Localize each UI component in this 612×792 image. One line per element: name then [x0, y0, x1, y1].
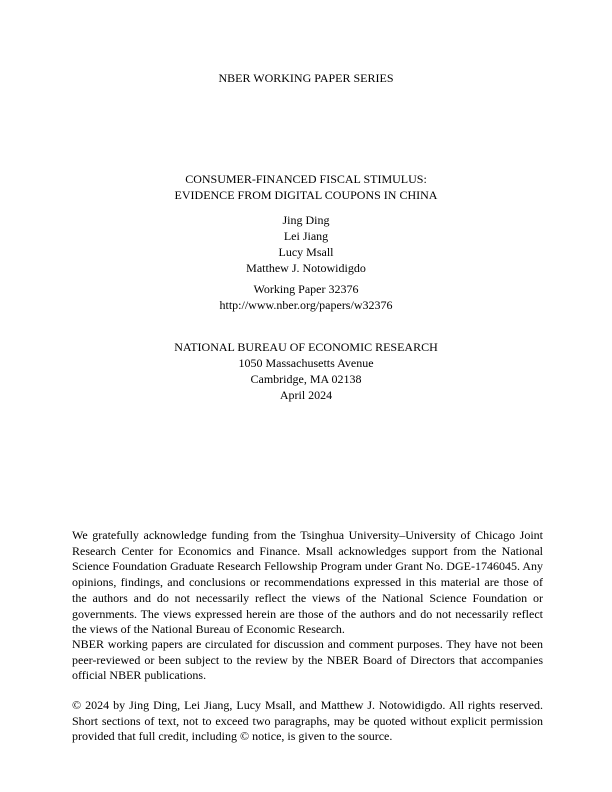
author-name: Lei Jiang [283, 229, 329, 243]
institution-city: Cambridge, MA 02138 [250, 372, 362, 386]
paper-title [0, 171, 612, 203]
institution-block [0, 339, 612, 403]
working-paper-info [0, 281, 612, 313]
publication-date: April 2024 [279, 388, 333, 402]
working-paper-number: Working Paper 32376 [253, 282, 359, 296]
working-paper-url[interactable]: http://www.nber.org/papers/w32376 [219, 298, 393, 312]
acknowledgment-paragraph: We gratefully acknowledge funding from the Tsinghua University–University of Chicago Joint Research Center for Economics and Finance. Msall acknowledges support from the National Science Foundation Graduate Research Fellowship Program under Grant No. DGE-1746045. Any opinions, findings, and conclusions or recommendations expressed in this material are those of the authors and do not necessarily reflect the views of the National Science Foundation or governments. The views expressed herein are those of the authors and do not necessarily reflect the views of the National Bureau of Economic Research. [72, 528, 543, 637]
author-name: Lucy Msall [278, 245, 334, 259]
institution-name: NATIONAL BUREAU OF ECONOMIC RESEARCH [174, 340, 438, 354]
copyright-paragraph: © 2024 by Jing Ding, Lei Jiang, Lucy Msall, and Matthew J. Notowidigdo. All rights reserved. Short sections of text, not to exceed two paragraphs, may be quoted without explicit permission provided that full credit, including © notice, is given to the source. [72, 698, 543, 744]
disclaimer-paragraph: NBER working papers are circulated for discussion and comment purposes. They have not been peer-reviewed or been subject to the review by the NBER Board of Directors that accompanies official NBER publications. [72, 637, 543, 683]
series-header: NBER WORKING PAPER SERIES [218, 71, 394, 85]
institution-street: 1050 Massachusetts Avenue [238, 356, 374, 370]
author-name: Jing Ding [282, 213, 330, 227]
author-list [0, 212, 612, 276]
title-line-1: CONSUMER-FINANCED FISCAL STIMULUS: [185, 172, 427, 186]
author-name: Matthew J. Notowidigdo [246, 261, 366, 275]
title-line-2: EVIDENCE FROM DIGITAL COUPONS IN CHINA [174, 188, 438, 202]
